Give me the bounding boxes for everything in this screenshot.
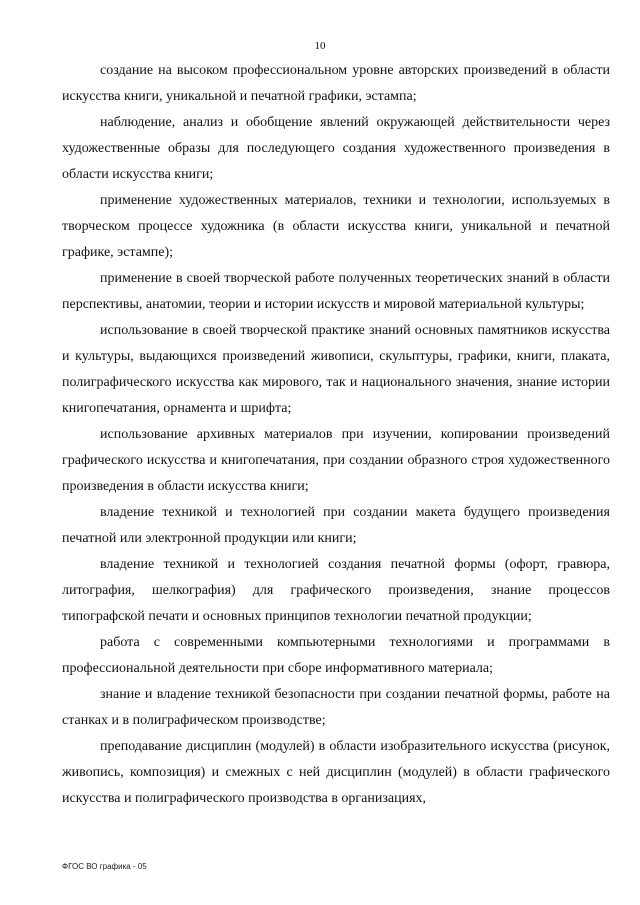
paragraph: использование архивных материалов при изучении, копировании произведений графического искусства и книгопечатания, при создании образного строя художественного произведения в области искусства книги; <box>62 427 610 494</box>
paragraph: применение в своей творческой работе полученных теоретических знаний в области перспективы, анатомии, теории и истории искусств и мировой материальной культуры; <box>62 271 610 312</box>
paragraph: знание и владение техникой безопасности при создании печатной формы, работе на станках и в полиграфическом производстве; <box>62 687 610 728</box>
paragraph: наблюдение, анализ и обобщение явлений окружающей действительности через художественные образы для последующего создания художественного произведения в области искусства книги; <box>62 115 610 182</box>
paragraph: применение художественных материалов, техники и технологии, используемых в творческом процессе художника (в области искусства книги, уникальной и печатной графике, эстампе); <box>62 193 610 260</box>
page-number: 10 <box>314 40 326 52</box>
paragraph: создание на высоком профессиональном уровне авторских произведений в области искусства книги, уникальной и печатной графики, эстампа; <box>62 63 610 104</box>
paragraph: использование в своей творческой практике знаний основных памятников искусства и культуры, выдающихся произведений живописи, скульптуры, графики, книги, плаката, полиграфического искусства как мирового, так и национального значения, знание истории книгопечатания, орнамента и шрифта; <box>62 323 610 416</box>
footer-label: ФГОС ВО графика - 05 <box>62 862 147 871</box>
paragraph: преподавание дисциплин (модулей) в области изобразительного искусства (рисунок, живопись, композиция) и смежных с ней дисциплин (модулей) в области графического искусства и полиграфического производства в организациях, <box>62 739 610 806</box>
paragraph: работа с современными компьютерными технологиями и программами в профессиональной деятельности при сборе информативного материала; <box>62 635 610 676</box>
paragraph: владение техникой и технологией при создании макета будущего произведения печатной или электронной продукции или книги; <box>62 505 610 546</box>
paragraph: владение техникой и технологией создания печатной формы (офорт, гравюра, литография, шелкография) для графического произведения, знание процессов типографской печати и основных принципов технологии печатной продукции; <box>62 557 610 624</box>
body-text <box>62 58 610 812</box>
